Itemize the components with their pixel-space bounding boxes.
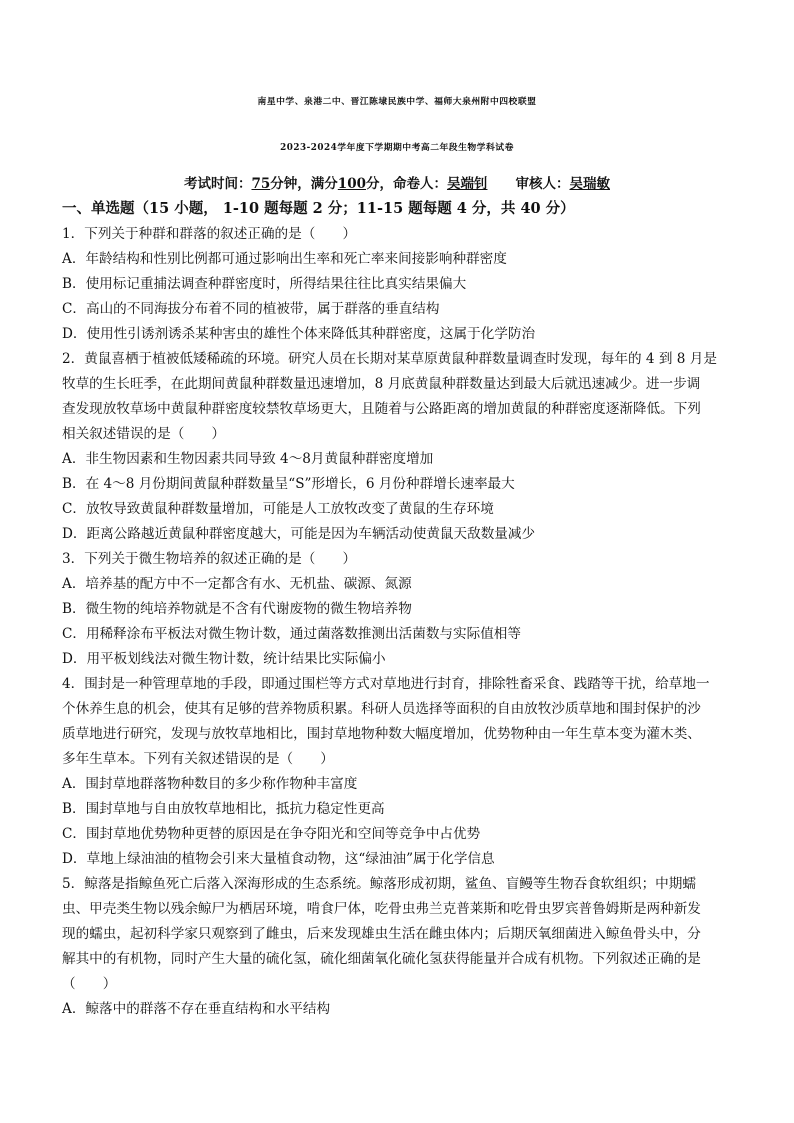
question-5-option-a: A．鲸落中的群落不存在垂直结构和水平结构 <box>62 1001 331 1017</box>
question-5-stem-line: 5．鲸落是指鲸鱼死亡后落入深海形成的生态系统。鲸落形成初期，鲨鱼、盲鳗等生物吞食软组织；中期蠕 <box>62 876 696 892</box>
question-2-stem-line: 牧草的生长旺季，在此期间黄鼠种群数量迅速增加，8 月底黄鼠种群数量达到最大后就迅速减少。进一步调 <box>62 376 701 392</box>
question-5-stem-line: 虫、甲壳类生物以残余鲸尸为栖居环境，啃食尸体，吃骨虫弗兰克普莱斯和吃骨虫罗宾普鲁姆斯是两种新发 <box>62 901 701 917</box>
time-label: 考试时间： <box>184 176 252 192</box>
question-3-option-b: B．微生物的纯培养物就是不含有代谢废物的微生物培养物 <box>62 601 412 617</box>
question-1-stem: 1．下列关于种群和群落的叙述正确的是（ ） <box>62 226 357 242</box>
exam-title-line1: 南星中学、泉港二中、晋江陈埭民族中学、福师大泉州附中四校联盟 <box>257 97 537 107</box>
question-5-stem-line: （ ） <box>62 976 117 992</box>
reviewer-name: 吴瑞敏 <box>569 176 610 192</box>
question-4-stem-line: 4．围封是一种管理草地的手段，即通过围栏等方式对草地进行封育，排除牲畜采食、践踏等干扰，给草地一 <box>62 676 710 692</box>
time-value: 75 <box>251 176 271 192</box>
question-4-option-d: D．草地上绿油油的植物会引来大量植食动物，这“绿油油”属于化学信息 <box>62 851 495 867</box>
question-3-stem: 3．下列关于微生物培养的叙述正确的是（ ） <box>62 551 357 567</box>
question-3-option-c: C．用稀释涂布平板法对微生物计数，通过菌落数推测出活菌数与实际值相等 <box>62 626 521 642</box>
time-unit: 分钟，满分 <box>270 176 338 192</box>
question-3-option-d: D．用平板划线法对微生物计数，统计结果比实际偏小 <box>62 651 386 667</box>
section-heading: 一、单选题（15 小题， 1-10 题每题 2 分；11-15 题每题 4 分，共 40 分） <box>62 200 575 217</box>
question-2-option-b: B．在 4～8 月份期间黄鼠种群数量呈“S”形增长，6 月份种群增长速率最大 <box>62 476 515 492</box>
exam-meta <box>0 172 794 192</box>
question-4-option-c: C．围封草地优势物种更替的原因是在争夺阳光和空间等竞争中占优势 <box>62 826 481 842</box>
score-unit: 分，命卷人： <box>365 176 447 192</box>
question-1-option-b: B．使用标记重捕法调查种群密度时，所得结果往往比真实结果偏大 <box>62 276 467 292</box>
question-5-stem-line: 解其中的有机物，同时产生大量的硫化氢，硫化细菌氧化硫化氢获得能量并合成有机物。下列叙述正确的是 <box>62 951 701 967</box>
question-2-option-c: C．放牧导致黄鼠种群数量增加，可能是人工放牧改变了黄鼠的生存环境 <box>62 501 494 517</box>
question-4-stem-line: 个休养生息的机会，使其有足够的营养物质积累。科研人员选择等面积的自由放牧沙质草地和围封保护的沙 <box>62 701 701 717</box>
question-2-stem-line: 2．黄鼠喜栖于植被低矮稀疏的环境。研究人员在长期对某草原黄鼠种群数量调查时发现，每年的 4 到 8 月是 <box>62 351 717 367</box>
question-4-stem-line: 质草地进行研究，发现与放牧草地相比，围封草地物种数大幅度增加，优势物种由一年生草本变为灌木类、 <box>62 726 701 742</box>
question-1-option-d: D．使用性引诱剂诱杀某种害虫的雄性个体来降低其种群密度，这属于化学防治 <box>62 326 536 342</box>
question-2-stem-line: 查发现放牧草场中黄鼠种群密度较禁牧草场更大，且随着与公路距离的增加黄鼠的种群密度逐渐降低。下列 <box>62 401 701 417</box>
question-2-option-d: D．距离公路越近黄鼠种群密度越大，可能是因为车辆活动使黄鼠天敌数量减少 <box>62 526 536 542</box>
question-1-option-c: C．高山的不同海拔分布着不同的植被带，属于群落的垂直结构 <box>62 301 440 317</box>
reviewer-label: 审核人： <box>515 176 570 192</box>
question-3-option-a: A．培养基的配方中不一定都含有水、无机盐、碳源、氮源 <box>62 576 412 592</box>
question-list <box>62 222 738 1022</box>
question-4-option-a: A．围封草地群落物种数目的多少称作物种丰富度 <box>62 776 358 792</box>
author-name: 吴端钊 <box>446 176 488 192</box>
question-4-stem-line: 多年生草本。下列有关叙述错误的是（ ） <box>62 751 334 767</box>
exam-title-line2: 2023-2024学年度下学期期中考高二年段生物学科试卷 <box>280 143 514 153</box>
question-4-option-b: B．围封草地与自由放牧草地相比，抵抗力稳定性更高 <box>62 801 385 817</box>
question-2-option-a: A．非生物因素和生物因素共同导致 4～8月黄鼠种群密度增加 <box>62 451 434 467</box>
question-5-stem-line: 现的蠕虫，起初科学家只观察到了雌虫，后来发现雄虫生活在雌虫体内；后期厌氧细菌进入鲸鱼骨头中，分 <box>62 926 701 942</box>
question-2-stem-line: 相关叙述错误的是（ ） <box>62 426 226 442</box>
score-value: 100 <box>337 176 366 192</box>
question-1-option-a: A．年龄结构和性别比例都可通过影响出生率和死亡率来间接影响种群密度 <box>62 251 507 267</box>
